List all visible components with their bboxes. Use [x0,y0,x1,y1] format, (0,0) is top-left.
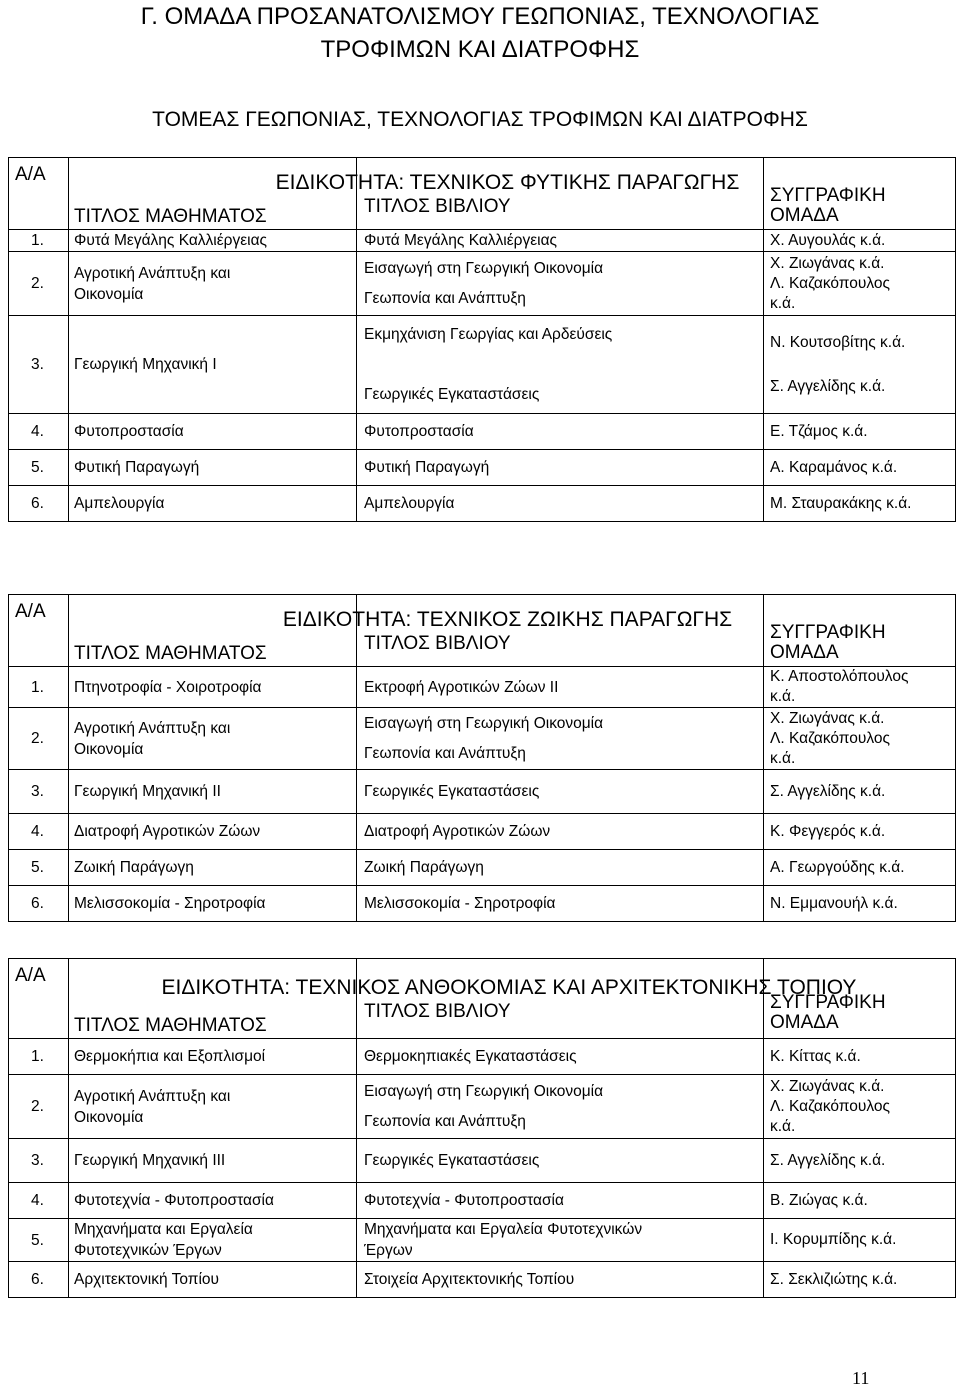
author-line: Ν. Κουτσοβίτης κ.ά. [770,333,906,351]
table-row [9,667,956,708]
book-title [357,230,764,252]
book-line: Μελισσοκομία - Σηροτροφία [364,895,556,912]
row-number: 1. [9,1039,69,1075]
table-row [9,1039,956,1075]
header-book [275,158,764,230]
authors [764,252,956,316]
subject-title [69,414,357,450]
subject-title [69,230,357,252]
author-line: Λ. Καζακόπουλος [770,1097,890,1115]
header-authors-line2: ΟΜΑΔΑ [770,204,839,226]
subject-line: Αρχιτεκτονική Τοπίου [74,1271,220,1288]
author-line: Α. Καραμάνος κ.ά. [770,458,898,476]
book-title [357,770,764,814]
subject-line: Αγροτική Ανάπτυξη και [74,1087,231,1105]
row-number: 5. [9,1219,69,1262]
book-line: Ζωική Παράγωγη [364,859,484,876]
table-row [9,1262,956,1298]
subject-line: Μελισσοκομία - Σηροτροφία [74,895,266,912]
author-line: Κ. Φεγγερός κ.ά. [770,822,886,840]
specialty-title: ΕΙΔΙΚΟΤΗΤΑ: ΤΕΧΝΙΚΟΣ ΑΝΘΟΚΟΜΙΑΣ ΚΑΙ ΑΡΧΙΤΕΚΤΟΝΙΚΗΣ ΤΟΠΙΟΥ [161,975,857,999]
authors [764,850,956,886]
book-line: Εισαγωγή στη Γεωργική Οικονομία [364,259,604,277]
subject-title [69,252,357,316]
author-line: Σ. Αγγελίδης κ.ά. [770,1151,886,1169]
header-subject: ΤΙΤΛΟΣ ΜΑΘΗΜΑΤΟΣ [69,158,357,230]
table-row [9,1183,956,1219]
header-aa: Α/Α [9,959,69,1039]
header-subject: ΤΙΤΛΟΣ ΜΑΘΗΜΑΤΟΣ [69,595,357,667]
subject-line: Φυτοτεχνικών Έργων [74,1242,222,1259]
row-number: 5. [9,850,69,886]
subject-title [69,1262,357,1298]
table-row [9,414,956,450]
subject-title [69,1075,357,1139]
author-line: Σ. Αγγελίδης κ.ά. [770,782,886,800]
author-line: Κ. Κίττας κ.ά. [770,1047,861,1065]
book-line: Εκμηχάνιση Γεωργίας και Αρδεύσεις [364,325,613,343]
header-authors [764,959,956,1039]
book-line: Γεωπονία και Ανάπτυξη [364,744,526,762]
header-authors-line1: ΣΥΓΓΡΑΦΙΚΗ [770,991,886,1013]
author-line: Κ. Αποστολόπουλος [770,668,909,685]
table-row [9,1219,956,1262]
table-row [9,814,956,850]
book-title [357,1262,764,1298]
book-line: Έργων [364,1242,413,1259]
subject-title [69,886,357,922]
author-line: Ε. Τζάμος κ.ά. [770,422,868,440]
authors [764,1219,956,1262]
row-number: 6. [9,486,69,522]
subject-line: Ζωική Παράγωγη [74,859,194,876]
table-header-row [9,158,956,230]
book-line: Φυτά Μεγάλης Καλλιέργειας [364,232,558,249]
row-number: 4. [9,814,69,850]
row-number: 3. [9,1139,69,1183]
authors [764,886,956,922]
header-book [282,595,764,667]
table-header-row [9,595,956,667]
subject-line: Αγροτική Ανάπτυξη και [74,264,231,282]
book-line: Εισαγωγή στη Γεωργική Οικονομία [364,1082,604,1100]
header-book-label: ΤΙΤΛΟΣ ΒΙΒΛΙΟΥ [364,1000,511,1022]
book-title [357,1139,764,1183]
table-row [9,886,956,922]
authors [764,450,956,486]
header-book-label: ΤΙΤΛΟΣ ΒΙΒΛΙΟΥ [364,632,511,654]
table-row [9,1139,956,1183]
sector-heading: ΤΟΜΕΑΣ ΓΕΩΠΟΝΙΑΣ, ΤΕΧΝΟΛΟΓΙΑΣ ΤΡΟΦΙΜΩΝ ΚΑΙ ΔΙΑΤΡΟΦΗΣ [152,108,808,131]
author-line: Α. Γεωργούδης κ.ά. [770,858,905,876]
header-book-label: ΤΙΤΛΟΣ ΒΙΒΛΙΟΥ [364,195,511,217]
authors [764,316,956,414]
specialty-title: ΕΙΔΙΚΟΤΗΤΑ: ΤΕΧΝΙΚΟΣ ΖΩΙΚΗΣ ΠΑΡΑΓΩΓΗΣ [282,607,733,631]
header-aa: Α/Α [9,595,69,667]
subject-title [69,814,357,850]
specialty-table-plant-production [8,157,956,522]
row-number: 3. [9,316,69,414]
book-line: Φυτοπροστασία [364,423,474,440]
authors [764,770,956,814]
book-line: Αμπελουργία [364,495,455,512]
subject-title [69,1139,357,1183]
row-number: 2. [9,1075,69,1139]
subject-line: Μηχανήματα και Εργαλεία [74,1221,253,1238]
subject-line: Διατροφή Αγροτικών Ζώων [74,823,261,840]
subject-title [69,1219,357,1262]
authors [764,1039,956,1075]
book-line: Γεωργικές Εγκαταστάσεις [364,783,540,800]
authors [764,230,956,252]
row-number: 6. [9,1262,69,1298]
subject-line: Γεωργική Μηχανική Ι [74,356,217,373]
subject-title [69,1183,357,1219]
book-line: Θερμοκηπιακές Εγκαταστάσεις [364,1048,577,1065]
table-row [9,770,956,814]
book-title [357,708,764,770]
author-line: κ.ά. [770,294,796,312]
author-line: κ.ά. [770,688,796,705]
book-line: Γεωπονία και Ανάπτυξη [364,289,526,307]
table-row [9,708,956,770]
subject-title [69,450,357,486]
subject-line: Φυτοτεχνία - Φυτοπροστασία [74,1192,274,1209]
row-number: 6. [9,886,69,922]
author-line: Λ. Καζακόπουλος [770,729,890,747]
page-number: 11 [852,1368,870,1388]
row-number: 3. [9,770,69,814]
table-row [9,252,956,316]
author-line: Χ. Ζιωγάνας κ.ά. [770,254,885,272]
authors [764,1262,956,1298]
subject-line: Οικονομία [74,285,144,303]
subject-title [69,1039,357,1075]
author-line: κ.ά. [770,749,796,767]
author-line: Σ. Αγγελίδης κ.ά. [770,377,886,395]
book-line: Μηχανήματα και Εργαλεία Φυτοτεχνικών [364,1221,643,1238]
authors [764,486,956,522]
author-line: Χ. Ζιωγάνας κ.ά. [770,1077,885,1095]
row-number: 1. [9,667,69,708]
table-row [9,1075,956,1139]
author-line: κ.ά. [770,1117,796,1135]
table-row [9,486,956,522]
book-line: Εκτροφή Αγροτικών Ζώων ΙΙ [364,678,559,696]
subject-title [69,850,357,886]
subject-line: Αμπελουργία [74,495,165,512]
book-title [357,450,764,486]
row-number: 1. [9,230,69,252]
row-number: 2. [9,708,69,770]
subject-line: Πτηνοτροφία - Χοιροτροφία [74,678,262,696]
subject-title [69,316,357,414]
subject-line: Γεωργική Μηχανική ΙΙΙ [74,1152,226,1169]
book-line: Γεωπονία και Ανάπτυξη [364,1112,526,1130]
authors [764,1139,956,1183]
book-line: Γεωργικές Εγκαταστάσεις [364,385,540,403]
row-number: 4. [9,1183,69,1219]
subject-title [69,667,357,708]
row-number: 4. [9,414,69,450]
header-authors-line1: ΣΥΓΓΡΑΦΙΚΗ [770,184,886,206]
subject-line: Οικονομία [74,740,144,758]
book-title [357,1039,764,1075]
document-title-line2: ΤΡΟΦΙΜΩΝ ΚΑΙ ΔΙΑΤΡΟΦΗΣ [320,36,640,63]
book-title [357,414,764,450]
authors [764,414,956,450]
book-title [357,667,764,708]
authors [764,1183,956,1219]
book-line: Φυτική Παραγωγή [364,459,490,476]
author-line: Μ. Σταυρακάκης κ.ά. [770,494,912,512]
specialty-title: ΕΙΔΙΚΟΤΗΤΑ: ΤΕΧΝΙΚΟΣ ΦΥΤΙΚΗΣ ΠΑΡΑΓΩΓΗΣ [275,170,740,194]
header-authors-line2: ΟΜΑΔΑ [770,641,839,663]
authors [764,667,956,708]
author-line: Β. Ζιώγας κ.ά. [770,1191,868,1209]
book-title [357,1075,764,1139]
subject-line: Οικονομία [74,1108,144,1126]
book-line: Εισαγωγή στη Γεωργική Οικονομία [364,714,604,732]
header-authors-line1: ΣΥΓΓΡΑΦΙΚΗ [770,621,886,643]
author-line: Σ. Σεκλιζιώτης κ.ά. [770,1270,898,1288]
specialty-table-animal-production [8,594,956,922]
table-row [9,230,956,252]
subject-line: Φυτοπροστασία [74,423,184,440]
header-authors [764,158,956,230]
authors [764,1075,956,1139]
subject-line: Φυτική Παραγωγή [74,459,200,476]
author-line: Ν. Εμμανουήλ κ.ά. [770,894,898,912]
subject-line: Θερμοκήπια και Εξοπλισμοί [74,1048,266,1065]
subject-title [69,708,357,770]
authors [764,814,956,850]
author-line: Χ. Αυγουλάς κ.ά. [770,231,886,249]
authors [764,708,956,770]
book-title [357,316,764,414]
table-row [9,850,956,886]
book-title [357,886,764,922]
book-title [357,850,764,886]
subject-line: Αγροτική Ανάπτυξη και [74,719,231,737]
book-title [357,1183,764,1219]
row-number: 5. [9,450,69,486]
header-authors [764,595,956,667]
table-row [9,450,956,486]
header-aa: Α/Α [9,158,69,230]
subject-title [69,486,357,522]
author-line: Λ. Καζακόπουλος [770,274,890,292]
subject-line: Φυτά Μεγάλης Καλλιέργειας [74,232,268,249]
header-authors-line2: ΟΜΑΔΑ [770,1011,839,1033]
subject-line: Γεωργική Μηχανική ΙΙ [74,783,221,800]
book-line: Στοιχεία Αρχιτεκτονικής Τοπίου [364,1271,575,1288]
book-line: Φυτοτεχνία - Φυτοπροστασία [364,1192,564,1209]
book-title [357,814,764,850]
header-subject: ΤΙΤΛΟΣ ΜΑΘΗΜΑΤΟΣ [69,959,357,1039]
row-number: 2. [9,252,69,316]
author-line: Χ. Ζιωγάνας κ.ά. [770,709,885,727]
book-title [357,1219,764,1262]
book-title [357,252,764,316]
book-line: Γεωργικές Εγκαταστάσεις [364,1152,540,1169]
author-line: Ι. Κορυμπίδης κ.ά. [770,1231,897,1248]
table-row [9,316,956,414]
table-header-row [9,959,956,1039]
specialty-table-floriculture-landscape [8,958,956,1298]
document-title-line1: Γ. ΟΜΑΔΑ ΠΡΟΣΑΝΑΤΟΛΙΣΜΟΥ ΓΕΩΠΟΝΙΑΣ, ΤΕΧΝΟΛΟΓΙΑΣ [140,3,820,30]
book-title [357,486,764,522]
book-line: Διατροφή Αγροτικών Ζώων [364,823,551,840]
subject-title [69,770,357,814]
